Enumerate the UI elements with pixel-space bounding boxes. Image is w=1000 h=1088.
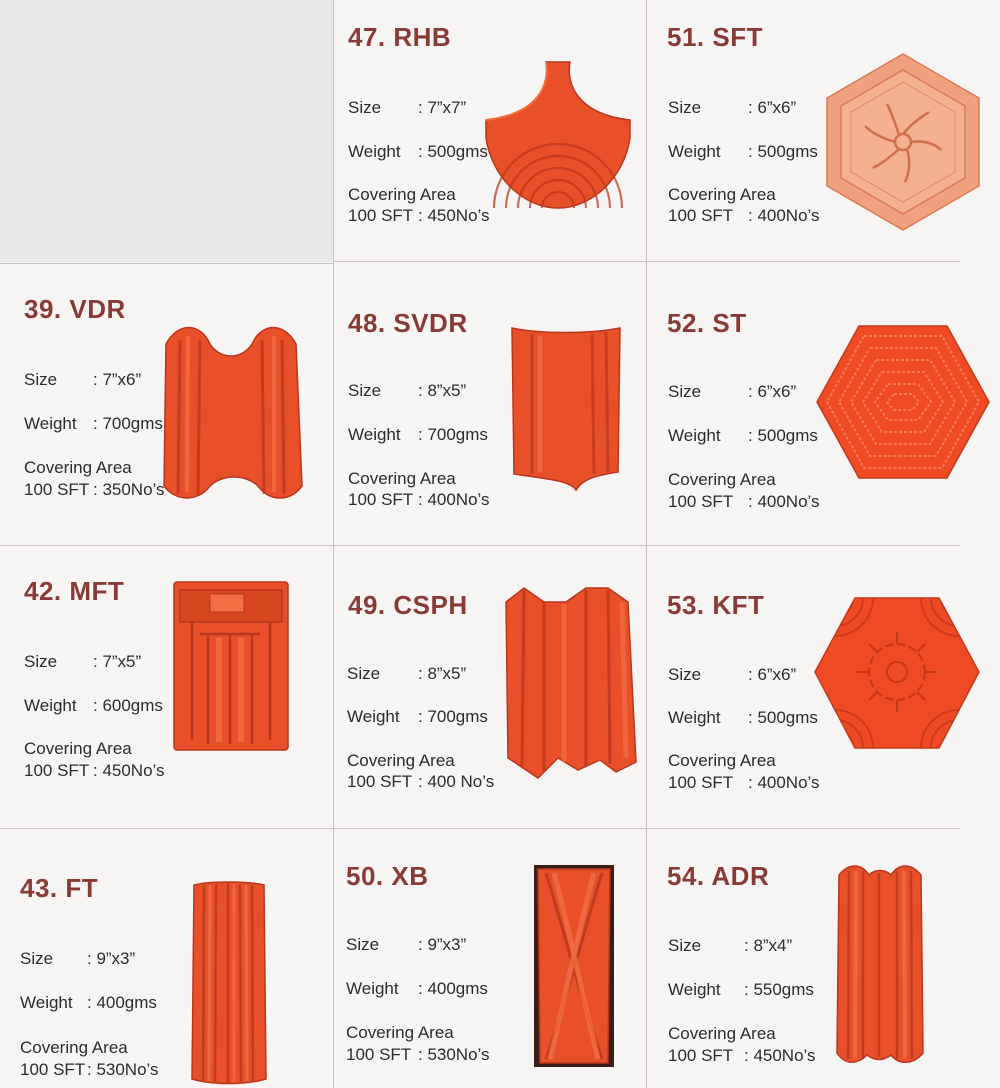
size-label: Size xyxy=(668,936,702,955)
weight-value: : 400gms xyxy=(418,979,488,998)
covering-area-label: Covering Area xyxy=(668,185,776,204)
weight-label: Weight xyxy=(668,708,721,727)
product-card-sft xyxy=(647,0,1000,262)
svdr-tile-image xyxy=(510,324,622,492)
weight-row xyxy=(348,425,488,445)
covering-area-row xyxy=(24,480,165,500)
size-label: Size xyxy=(348,381,382,400)
area-unit: 100 SFT xyxy=(24,761,90,780)
covering-area-label: Covering Area xyxy=(346,1023,454,1042)
weight-label: Weight xyxy=(24,414,77,433)
size-value: : 6”x6” xyxy=(748,98,797,117)
weight-label: Weight xyxy=(348,142,401,161)
size-row xyxy=(24,652,142,672)
product-code: 39. VDR xyxy=(24,294,126,324)
area-value: : 400No’s xyxy=(748,492,820,511)
size-value: : 8”x5” xyxy=(418,664,467,683)
covering-area-label: Covering Area xyxy=(20,1038,128,1057)
product-card-xb xyxy=(334,829,646,1088)
covering-area-row xyxy=(348,206,490,226)
weight-label: Weight xyxy=(24,696,77,715)
covering-area-row xyxy=(24,761,165,781)
covering-area-label: Covering Area xyxy=(668,1024,776,1043)
product-code: 42. MFT xyxy=(24,576,125,606)
weight-value: : 700gms xyxy=(418,425,488,444)
rhb-tile-image xyxy=(484,58,632,210)
weight-row xyxy=(668,708,818,728)
covering-area-label: Covering Area xyxy=(24,739,132,758)
covering-area-row xyxy=(347,772,495,792)
sft-tile-image xyxy=(825,52,981,232)
weight-value: : 600gms xyxy=(93,696,163,715)
covering-area-label: Covering Area xyxy=(668,751,776,770)
size-row xyxy=(20,949,136,969)
covering-area-row xyxy=(20,1060,159,1080)
weight-row xyxy=(346,979,488,999)
size-value: : 6”x6” xyxy=(748,665,797,684)
size-label: Size xyxy=(347,664,381,683)
weight-value: : 500gms xyxy=(748,426,818,445)
weight-value: : 700gms xyxy=(93,414,163,433)
size-row xyxy=(668,665,797,685)
product-code: 52. ST xyxy=(667,308,747,338)
product-code: 43. FT xyxy=(20,873,99,903)
covering-area-row xyxy=(346,1045,490,1065)
product-code: 53. KFT xyxy=(667,590,765,620)
size-label: Size xyxy=(668,665,702,684)
weight-label: Weight xyxy=(668,980,721,999)
weight-value: : 400gms xyxy=(87,993,157,1012)
weight-row xyxy=(668,980,814,1000)
size-row xyxy=(347,664,467,684)
product-code: 54. ADR xyxy=(667,861,770,891)
area-value: : 530No’s xyxy=(418,1045,490,1064)
area-unit: 100 SFT xyxy=(668,492,734,511)
weight-value: : 500gms xyxy=(748,142,818,161)
area-value: : 400No’s xyxy=(748,773,820,792)
size-label: Size xyxy=(668,382,702,401)
size-row xyxy=(348,98,467,118)
size-value: : 7”x5” xyxy=(93,652,142,671)
product-code: 50. XB xyxy=(346,861,429,891)
product-code: 48. SVDR xyxy=(348,308,468,338)
weight-row xyxy=(348,142,488,162)
kft-tile-image xyxy=(813,596,981,750)
covering-area-label: Covering Area xyxy=(668,470,776,489)
area-value: : 400No’s xyxy=(418,490,490,509)
area-unit: 100 SFT xyxy=(346,1045,412,1064)
weight-row xyxy=(20,993,157,1013)
area-unit: 100 SFT xyxy=(668,206,734,225)
covering-area-row xyxy=(668,773,820,793)
area-value: : 400No’s xyxy=(748,206,820,225)
ft-tile-image xyxy=(190,879,268,1087)
product-card-rhb xyxy=(334,0,646,262)
weight-value: : 550gms xyxy=(744,980,814,999)
covering-area-label: Covering Area xyxy=(347,751,455,770)
mft-tile-image xyxy=(170,580,292,758)
product-code: 51. SFT xyxy=(667,22,763,52)
size-label: Size xyxy=(348,98,382,117)
size-value: : 9”x3” xyxy=(87,949,136,968)
size-row xyxy=(346,935,467,955)
size-label: Size xyxy=(346,935,380,954)
blank-panel xyxy=(0,0,333,262)
weight-row xyxy=(347,707,488,727)
product-card-ft xyxy=(0,829,333,1088)
area-value: : 450No’s xyxy=(93,761,165,780)
area-unit: 100 SFT xyxy=(24,480,90,499)
product-card-kft xyxy=(647,546,1000,828)
weight-label: Weight xyxy=(668,142,721,161)
product-card-svdr xyxy=(334,264,646,545)
area-unit: 100 SFT xyxy=(348,206,414,225)
weight-label: Weight xyxy=(668,426,721,445)
weight-value: : 500gms xyxy=(418,142,488,161)
area-unit: 100 SFT xyxy=(668,1046,734,1065)
covering-area-row xyxy=(668,1046,816,1066)
area-value: : 400 No’s xyxy=(418,772,495,791)
area-unit: 100 SFT xyxy=(20,1060,86,1079)
size-value: : 9”x3” xyxy=(418,935,467,954)
area-unit: 100 SFT xyxy=(347,772,413,791)
product-code: 47. RHB xyxy=(348,22,452,52)
product-card-mft xyxy=(0,546,333,828)
weight-value: : 700gms xyxy=(418,707,488,726)
size-value: : 7”x6” xyxy=(93,370,142,389)
weight-row xyxy=(668,142,818,162)
covering-area-label: Covering Area xyxy=(348,469,456,488)
weight-row xyxy=(24,414,163,434)
size-value: : 7”x7” xyxy=(418,98,467,117)
vdr-tile-image xyxy=(158,326,306,504)
size-label: Size xyxy=(24,652,58,671)
size-row xyxy=(668,936,793,956)
area-unit: 100 SFT xyxy=(668,773,734,792)
st-tile-image xyxy=(815,324,991,480)
covering-area-label: Covering Area xyxy=(24,458,132,477)
size-label: Size xyxy=(668,98,702,117)
area-value: : 450No’s xyxy=(418,206,490,225)
weight-value: : 500gms xyxy=(748,708,818,727)
product-card-vdr xyxy=(0,264,333,545)
weight-label: Weight xyxy=(348,425,401,444)
size-value: : 8”x4” xyxy=(744,936,793,955)
size-row xyxy=(668,382,797,402)
covering-area-row xyxy=(668,206,820,226)
weight-label: Weight xyxy=(346,979,399,998)
size-row xyxy=(348,381,467,401)
product-card-adr xyxy=(647,829,1000,1088)
csph-tile-image xyxy=(504,586,638,782)
weight-label: Weight xyxy=(347,707,400,726)
size-label: Size xyxy=(20,949,54,968)
covering-area-row xyxy=(668,492,820,512)
area-value: : 450No’s xyxy=(744,1046,816,1065)
weight-row xyxy=(24,696,163,716)
covering-area-label: Covering Area xyxy=(348,185,456,204)
size-value: : 8”x5” xyxy=(418,381,467,400)
covering-area-row xyxy=(348,490,490,510)
weight-label: Weight xyxy=(20,993,73,1012)
size-row xyxy=(668,98,797,118)
area-unit: 100 SFT xyxy=(348,490,414,509)
xb-tile-image xyxy=(532,863,616,1069)
size-value: : 6”x6” xyxy=(748,382,797,401)
product-code: 49. CSPH xyxy=(348,590,468,620)
area-value: : 530No’s xyxy=(87,1060,159,1079)
size-label: Size xyxy=(24,370,58,389)
weight-row xyxy=(668,426,818,446)
product-card-st xyxy=(647,264,1000,545)
area-value: : 350No’s xyxy=(93,480,165,499)
product-card-csph xyxy=(334,546,646,828)
adr-tile-image xyxy=(835,865,925,1067)
size-row xyxy=(24,370,142,390)
